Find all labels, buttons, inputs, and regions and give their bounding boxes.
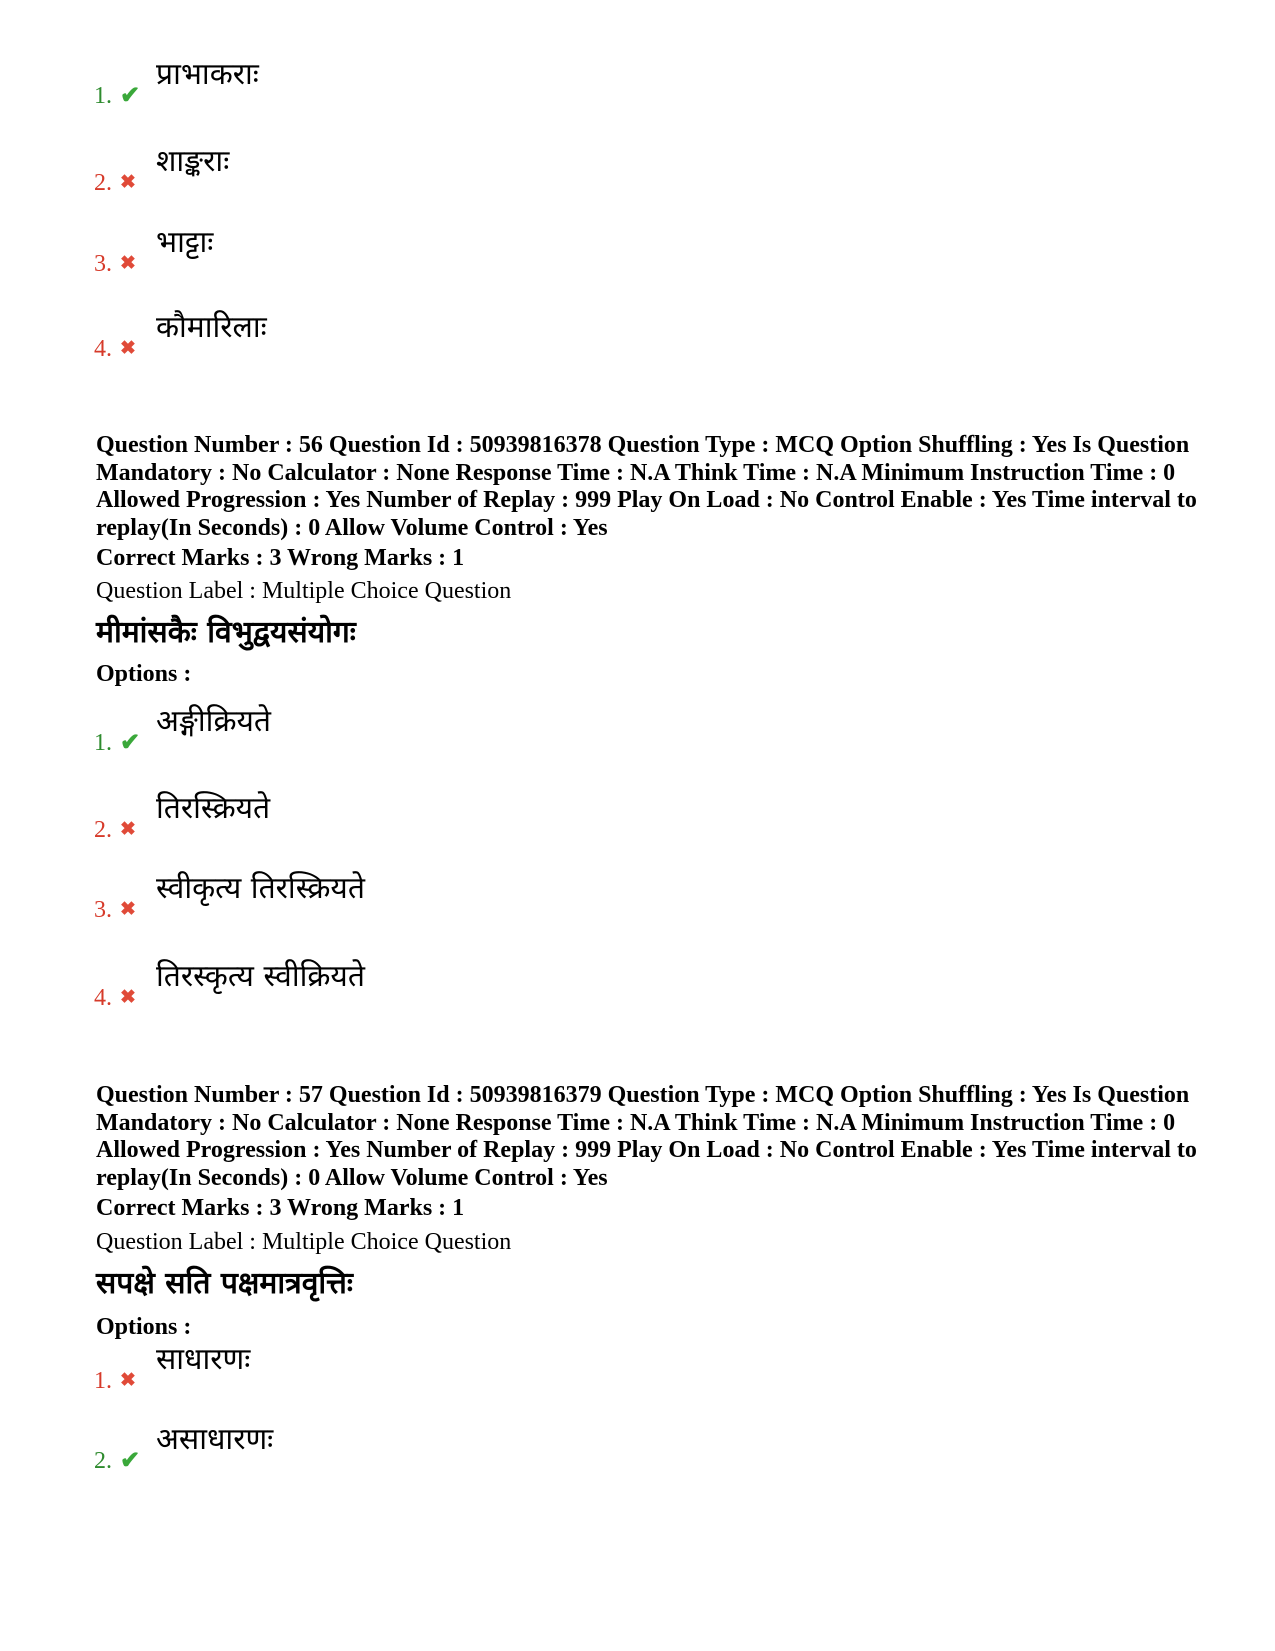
check-icon: ✔ — [120, 1448, 141, 1474]
option-text: शाङ्कराः — [156, 144, 230, 179]
option-text: भाट्टाः — [156, 225, 214, 260]
cross-icon: ✖ — [120, 338, 136, 359]
check-icon: ✔ — [120, 83, 141, 109]
q57-label: Question Label : Multiple Choice Question — [96, 1229, 512, 1255]
option-text: असाधारणः — [156, 1422, 274, 1457]
option-number: 3. — [94, 897, 112, 923]
cross-icon: ✖ — [120, 1370, 136, 1391]
option-number: 2. — [94, 817, 112, 843]
option-number: 4. — [94, 336, 112, 362]
option-text: कौमारिलाः — [156, 310, 267, 345]
cross-icon: ✖ — [120, 172, 136, 193]
option-text: तिरस्क्रियते — [156, 791, 271, 826]
q57-question-text: सपक्षे सति पक्षमात्रवृत्तिः — [96, 1266, 353, 1301]
q57-meta: Question Number : 57 Question Id : 50939816379 Question Type : MCQ Option Shuffling : Yes Is Question Mandatory : No Calculator : None Response Time : N.A Think Time : N.A Minimum Instruction Time : 0 Allowed Progression : Yes Number of Replay : 999 Play On Load : No Control Enable : Yes Time interval to replay(In Seconds) : 0 Allow Volume Control : Yes — [96, 1082, 1197, 1191]
cross-icon: ✖ — [120, 253, 136, 274]
q57-options-header: Options : — [96, 1314, 192, 1340]
q56-marks: Correct Marks : 3 Wrong Marks : 1 — [96, 545, 465, 571]
option-number: 2. — [94, 1448, 112, 1474]
option-number: 2. — [94, 170, 112, 196]
option-number: 1. — [94, 1368, 112, 1394]
q56-question-text: मीमांसकैः विभुद्वयसंयोगः — [96, 615, 356, 650]
q56-meta: Question Number : 56 Question Id : 50939816378 Question Type : MCQ Option Shuffling : Yes Is Question Mandatory : No Calculator : None Response Time : N.A Think Time : N.A Minimum Instruction Time : 0 Allowed Progression : Yes Number of Replay : 999 Play On Load : No Control Enable : Yes Time interval to replay(In Seconds) : 0 Allow Volume Control : Yes — [96, 432, 1197, 541]
option-text: तिरस्कृत्य स्वीक्रियते — [156, 959, 365, 994]
option-number: 1. — [94, 83, 112, 109]
q56-label: Question Label : Multiple Choice Question — [96, 578, 512, 604]
q57-marks: Correct Marks : 3 Wrong Marks : 1 — [96, 1195, 465, 1221]
cross-icon: ✖ — [120, 819, 136, 840]
cross-icon: ✖ — [120, 899, 136, 920]
check-icon: ✔ — [120, 730, 141, 756]
option-number: 3. — [94, 251, 112, 277]
option-number: 1. — [94, 730, 112, 756]
cross-icon: ✖ — [120, 987, 136, 1008]
option-number: 4. — [94, 985, 112, 1011]
option-text: अङ्गीक्रियते — [156, 704, 271, 739]
q56-options-header: Options : — [96, 661, 192, 687]
option-text: स्वीकृत्य तिरस्क्रियते — [156, 871, 365, 906]
option-text: प्राभाकराः — [156, 57, 259, 92]
option-text: साधारणः — [156, 1342, 251, 1377]
